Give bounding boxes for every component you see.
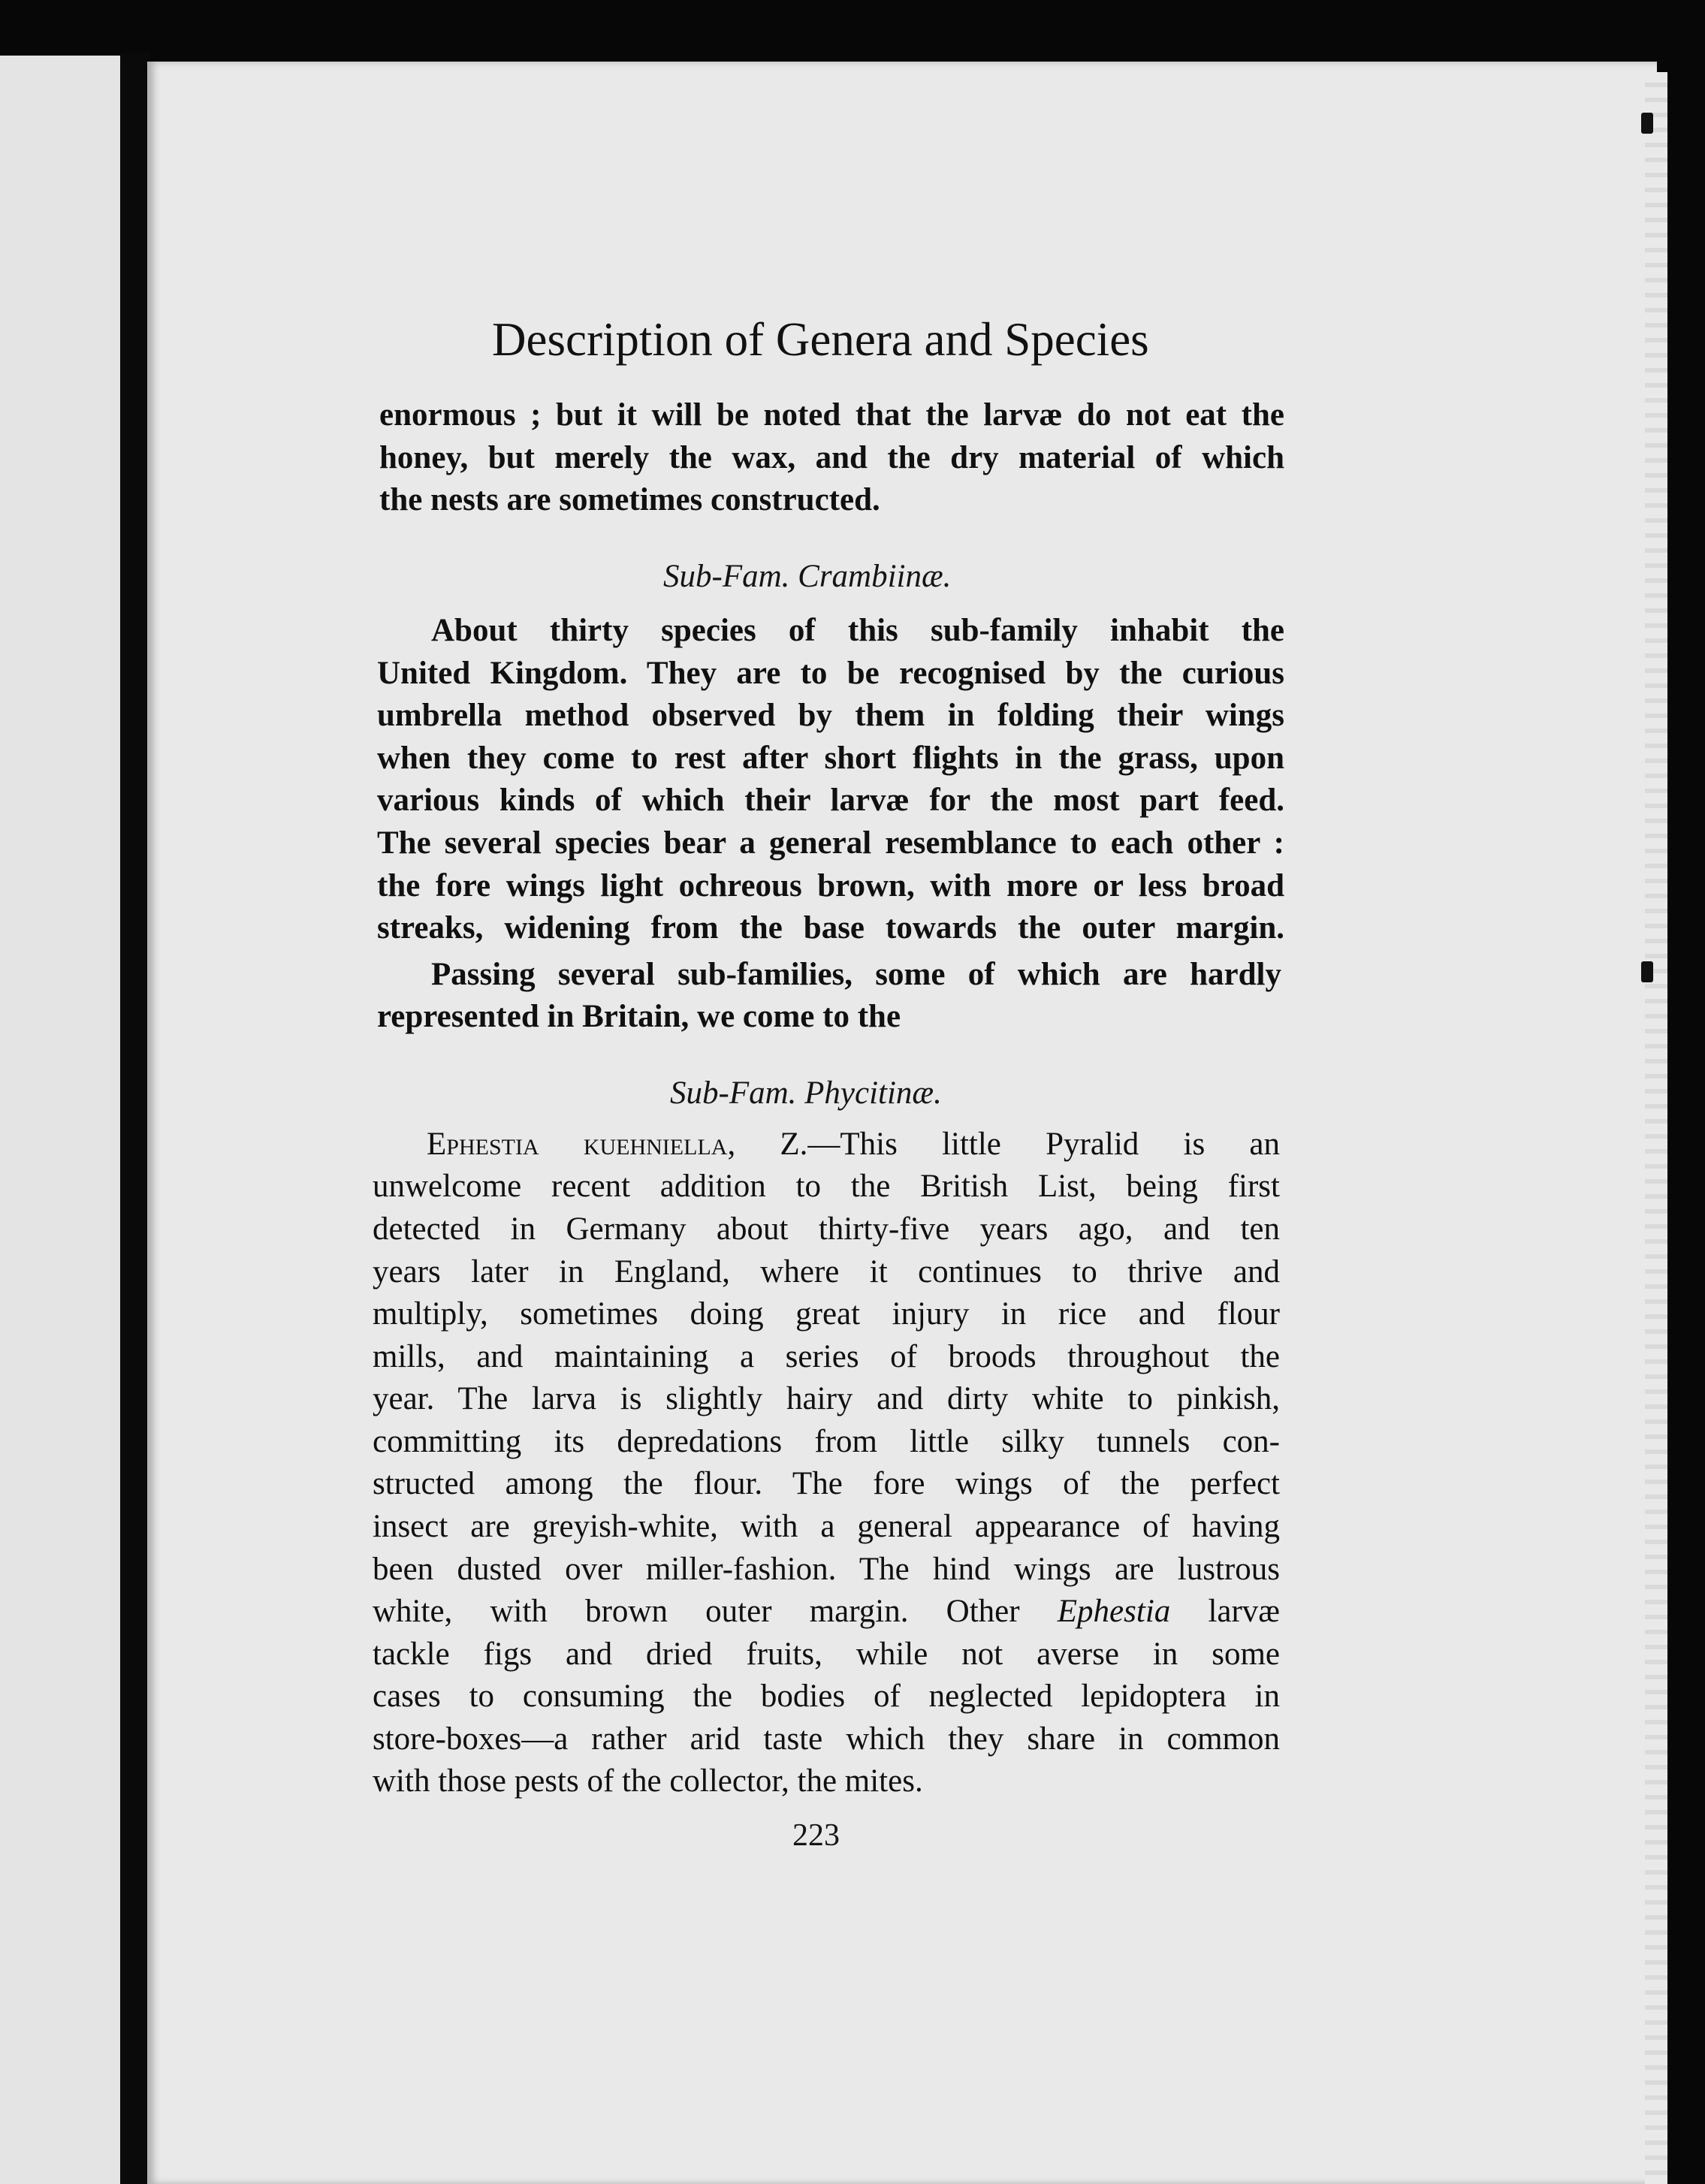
facing-page-edge [0, 56, 120, 2184]
text-line [373, 1124, 1280, 1166]
text-line: About thirty species of this sub-family inhabit the [431, 613, 1284, 648]
book-gutter [120, 53, 150, 2184]
page-number: 223 [792, 1818, 840, 1853]
text-line: enormous ; but it will be noted that the larvæ do not eat the [379, 397, 1284, 433]
text-line: year. The larva is slightly hairy and dirty white to pinkish, [373, 1381, 1280, 1416]
book-page [147, 62, 1657, 2184]
section-heading-phycitinae: Sub-Fam. Phycitinæ. [670, 1075, 942, 1111]
text-line: been dusted over miller-fashion. The hind wings are lustrous [373, 1552, 1280, 1587]
text-line: cases to consuming the bodies of neglected lepidoptera in [373, 1679, 1280, 1714]
text-line: insect are greyish-white, with a general appearance of having [373, 1509, 1280, 1544]
page-title: Description of Genera and Species [492, 313, 1149, 366]
text-line: umbrella method observed by them in folding their wings [377, 698, 1284, 733]
genus-name: Ephestia [1057, 1594, 1171, 1629]
text-line: the nests are sometimes constructed. [379, 482, 880, 517]
text-line: unwelcome recent addition to the British List, being first [373, 1169, 1280, 1204]
text-line: tackle figs and dried fruits, while not averse in some [373, 1636, 1280, 1672]
text-line: detected in Germany about thirty-five years ago, and ten [373, 1211, 1280, 1247]
text-line: the fore wings light ochreous brown, with more or less broad [377, 868, 1284, 903]
text-line: store-boxes—a rather arid taste which they share in common [373, 1721, 1280, 1757]
text-line: represented in Britain, we come to the [377, 999, 901, 1034]
text-line: streaks, widening from the base towards the outer margin. [377, 910, 1284, 946]
section-heading-crambiinae: Sub-Fam. Crambiinæ. [663, 559, 952, 594]
species-name: Ephestia kuehniella [427, 1127, 728, 1162]
text-line: when they come to rest after short flights in the grass, upon [377, 741, 1284, 776]
text-line: United Kingdom. They are to be recognised by the curious [377, 656, 1284, 691]
text-span: larvæ [1170, 1594, 1280, 1629]
text-line: Passing several sub-families, some of which are hardly [431, 957, 1281, 992]
text-span: white, with brown outer margin. Other [373, 1594, 1058, 1629]
text-line: with those pests of the collector, the mites. [373, 1763, 923, 1799]
text-line: The several species bear a general resemblance to each other : [377, 825, 1284, 861]
edge-mark-middle [1641, 961, 1653, 982]
text-span: , Z.—This little Pyralid is an [727, 1127, 1280, 1162]
text-line: mills, and maintaining a series of broods throughout the [373, 1339, 1280, 1374]
text-line: various kinds of which their larvæ for the most part feed. [377, 783, 1284, 818]
text-line: committing its depredations from little silky tunnels con- [373, 1424, 1280, 1459]
text-line: multiply, sometimes doing great injury in rice and flour [373, 1296, 1280, 1332]
text-line: years later in England, where it continues to thrive and [373, 1254, 1280, 1290]
page-torn-edge [1645, 72, 1667, 2184]
text-line: structed among the flour. The fore wings of the perfect [373, 1466, 1280, 1501]
edge-mark-top [1641, 113, 1653, 134]
text-line: honey, but merely the wax, and the dry material of which [379, 440, 1284, 475]
text-line [373, 1591, 1280, 1633]
